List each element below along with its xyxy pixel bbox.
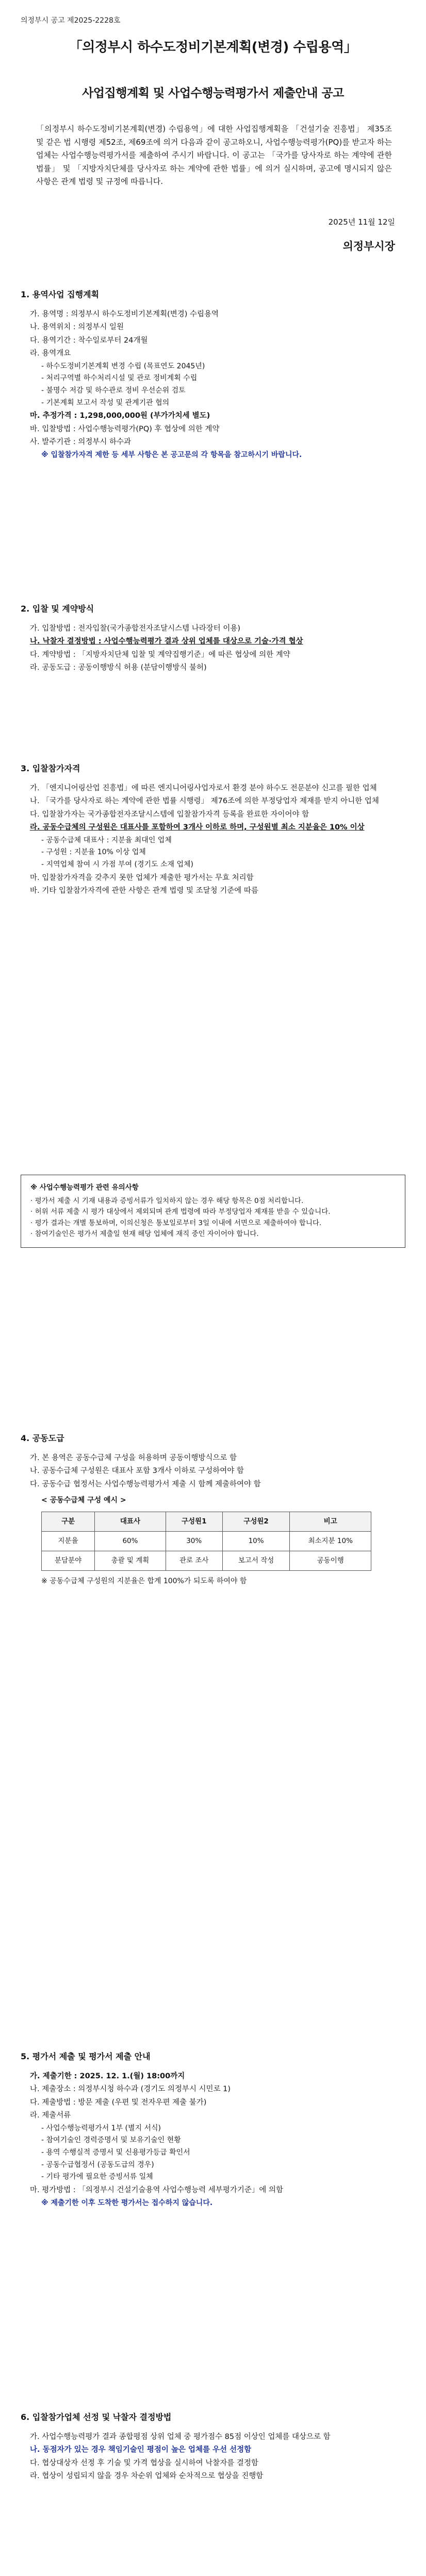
section-note: ※ 제출기한 이후 도착한 평가서는 접수하지 않습니다. bbox=[41, 2198, 213, 2207]
table-cell: 공동이행 bbox=[290, 1551, 371, 1570]
list-item: 가. 용역명 : 의정부시 하수도정비기본계획(변경) 수립용역 bbox=[30, 310, 219, 318]
list-item: 가. 「엔지니어링산업 진흥법」에 따른 엔지니어링사업자로서 환경 분야 하수도 전문분야 신고를 필한 업체 bbox=[30, 784, 377, 792]
table-cell: 관로 조사 bbox=[166, 1551, 222, 1570]
sub-item: - 하수도정비기본계획 변경 수립 (목표연도 2045년) bbox=[41, 362, 205, 370]
section-submission bbox=[21, 2050, 405, 2210]
table-header-cell: 대표사 bbox=[95, 1512, 166, 1531]
table-cell: 최소지분 10% bbox=[290, 1531, 371, 1551]
notice-box-title: ※ 사업수행능력평가 관련 유의사항 bbox=[30, 1183, 139, 1192]
sub-item: - 공동수급협정서 (공동도급의 경우) bbox=[41, 2160, 154, 2169]
list-item: 다. 입찰참가자는 국가종합전자조달시스템에 입찰참가자격 등록을 완료한 자이어야 함 bbox=[30, 810, 309, 819]
list-item: 라. 공동수급체의 구성원은 대표사를 포함하여 3개사 이하로 하며, 구성원별 최소 지분율은 10% 이상 bbox=[30, 823, 365, 832]
section-heading: 3. 입찰참가자격 bbox=[21, 764, 80, 773]
list-item: 마. 입찰참가자격을 갖추지 못한 업체가 제출한 평가서는 무효 처리함 bbox=[30, 873, 254, 882]
section-heading: 6. 입찰참가업체 선정 및 낙찰자 결정방법 bbox=[21, 2412, 172, 2422]
section-heading: 2. 입찰 및 계약방식 bbox=[21, 604, 94, 614]
notice-box-line: · 평가 결과는 개별 통보하며, 이의신청은 통보일로부터 3일 이내에 서면으로 제출하여야 합니다. bbox=[30, 1218, 322, 1227]
section-project-plan bbox=[21, 289, 405, 462]
list-item: 다. 계약방법 : 「지방자치단체 입찰 및 계약집행기준」에 따른 협상에 의한 계약 bbox=[30, 650, 290, 659]
section-note: ※ 입찰참가자격 제한 등 세부 사항은 본 공고문의 각 항목을 참고하시기 바랍니다. bbox=[41, 450, 302, 459]
sub-item: - 구성원 : 지분율 10% 이상 업체 bbox=[41, 848, 146, 857]
sub-title: 사업집행계획 및 사업수행능력평가서 제출안내 공고 bbox=[82, 87, 344, 100]
list-item: 가. 제출기한 : 2025. 12. 1.(월) 18:00까지 bbox=[30, 2072, 185, 2080]
notice-box bbox=[21, 1175, 405, 1248]
sub-item: - 사업수행능력평가서 1부 (별지 서식) bbox=[41, 2124, 161, 2132]
section-selection bbox=[21, 2411, 405, 2484]
list-item: 나. 공동수급체 구성원은 대표사 포함 3개사 이하로 구성하여야 함 bbox=[30, 1467, 244, 1476]
notice-box-line: · 평가서 제출 시 기재 내용과 증빙서류가 일치하지 않는 경우 해당 항목은 0점 처리합니다. bbox=[30, 1196, 304, 1205]
list-item: 라. 공동도급 : 공동이행방식 허용 (분담이행방식 불허) bbox=[30, 664, 207, 672]
section-heading: 4. 공동도급 bbox=[21, 1433, 64, 1443]
sub-item: - 기타 평가에 필요한 증빙서류 일체 bbox=[41, 2173, 153, 2181]
joint-contract-table bbox=[41, 1512, 371, 1571]
list-item: 나. 제출장소 : 의정부시청 하수과 (경기도 의정부시 시민로 1) bbox=[30, 2085, 231, 2094]
table-cell: 총괄 및 계획 bbox=[95, 1551, 166, 1570]
table-cell: 보고서 작성 bbox=[222, 1551, 290, 1570]
table-header-cell: 비고 bbox=[290, 1512, 371, 1531]
list-item: 다. 공동수급 협정서는 사업수행능력평가서 제출 시 함께 제출하여야 함 bbox=[30, 1480, 261, 1488]
list-item: 나. 용역위치 : 의정부시 일원 bbox=[30, 323, 124, 332]
sub-item: - 처리구역별 하수처리시설 및 관로 정비계획 수립 bbox=[41, 374, 198, 383]
section-heading: 1. 용역사업 집행계획 bbox=[21, 290, 99, 299]
main-title: 「의정부시 하수도정비기본계획(변경) 수립용역」 bbox=[69, 40, 357, 55]
table-header-row bbox=[42, 1512, 371, 1531]
title-block bbox=[21, 37, 405, 103]
notice-box-line: · 참여기술인은 평가서 제출일 현재 해당 업체에 재직 중인 자이어야 합니다. bbox=[30, 1230, 259, 1239]
table-cell: 30% bbox=[166, 1531, 222, 1551]
list-item: 마. 평가방법 : 「의정부시 건설기술용역 사업수행능력 세부평가기준」에 의함 bbox=[30, 2186, 283, 2195]
sub-item: - 지역업체 참여 시 가점 부여 (경기도 소재 업체) bbox=[41, 860, 194, 869]
table-row bbox=[42, 1551, 371, 1570]
list-item: 나. 낙찰자 결정방법 : 사업수행능력평가 결과 상위 업체를 대상으로 기술·가격 협상 bbox=[30, 637, 303, 646]
issuing-organization: 의정부시장 bbox=[342, 240, 395, 252]
section-note: ※ 공동수급체 구성원의 지분율은 합계 100%가 되도록 하여야 함 bbox=[41, 1577, 247, 1585]
sub-item: - 용역 수행실적 증명서 및 신용평가등급 확인서 bbox=[41, 2148, 190, 2157]
list-item: 사. 발주기관 : 의정부시 하수과 bbox=[30, 438, 132, 447]
list-item: 나. 「국가를 당사자로 하는 계약에 관한 법률 시행령」 제76조에 의한 부정당업자 제재를 받지 아니한 업체 bbox=[30, 797, 379, 806]
sub-item: - 참여기술인 경력증명서 및 보유기술인 현황 bbox=[41, 2136, 181, 2145]
list-item: 다. 제출방법 : 방문 제출 (우편 및 전자우편 제출 불가) bbox=[30, 2098, 207, 2107]
list-item: 라. 용역개요 bbox=[30, 349, 71, 358]
list-item: 라. 협상이 성립되지 않을 경우 차순위 업체와 순차적으로 협상을 진행함 bbox=[30, 2472, 264, 2481]
list-item: 가. 입찰방법 : 전자입찰(국가종합전자조달시스템 나라장터 이용) bbox=[30, 624, 241, 633]
list-item: 마. 추정가격 : 1,298,000,000원 (부가가치세 별도) bbox=[30, 412, 210, 420]
intro-paragraph: 「의정부시 하수도정비기본계획(변경) 수립용역」에 대한 사업집행계획을 「건설기술 진흥법」 제35조 및 같은 법 시행령 제52조, 제69조에 의거 다음과 같이 공고하오니, 사업수행능력평가(PQ)를 받고자 하는 업체는 사업수행능력평가서를 제출하여 주시기 바랍니다. 이 공고는 「국가를 당사자로 하는 계약에 관한 법률」 및 「지방자치단체를 당사자로 하는 계약에 관한 법률」에 의거 실시하며, 공고에 명시되지 않은 사항은 관계 법령 및 규정에 따릅니다. bbox=[36, 124, 392, 186]
section-eligibility bbox=[21, 762, 405, 899]
section-joint-contract bbox=[21, 1432, 405, 1588]
table-row bbox=[42, 1531, 371, 1551]
table-caption: < 공동수급체 구성 예시 > bbox=[41, 1496, 126, 1505]
sub-item: - 공동수급체 대표사 : 지분율 최대인 업체 bbox=[41, 836, 172, 844]
table-cell: 60% bbox=[95, 1531, 166, 1551]
table-header-cell: 구성원1 bbox=[166, 1512, 222, 1531]
notice-date: 2025년 11월 12일 bbox=[328, 217, 395, 227]
notice-number: 의정부시 공고 제2025-2228호 bbox=[21, 16, 121, 25]
list-item: 라. 제출서류 bbox=[30, 2111, 71, 2120]
list-item: 다. 용역기간 : 착수일로부터 24개월 bbox=[30, 336, 148, 345]
section-heading: 5. 평가서 제출 및 평가서 제출 안내 bbox=[21, 2052, 151, 2061]
table-cell: 지분율 bbox=[42, 1531, 95, 1551]
notice-box-line: · 허위 서류 제출 시 평가 대상에서 제외되며 관계 법령에 따라 부정당업자 제재를 받을 수 있습니다. bbox=[30, 1208, 331, 1216]
list-item: 가. 본 용역은 공동수급체 구성을 허용하며 공동이행방식으로 함 bbox=[30, 1453, 237, 1462]
table-cell: 분담분야 bbox=[42, 1551, 95, 1570]
sub-item: - 기본계획 보고서 작성 및 관계기관 협의 bbox=[41, 398, 170, 407]
notice-box-section bbox=[21, 1175, 405, 1248]
table-header-cell: 구성원2 bbox=[222, 1512, 290, 1531]
list-item: 가. 사업수행능력평가 결과 종합평점 상위 업체 중 평가점수 85점 이상인 업체를 대상으로 함 bbox=[30, 2432, 331, 2441]
list-item: 바. 입찰방법 : 사업수행능력평가(PQ) 후 협상에 의한 계약 bbox=[30, 425, 220, 433]
list-item: 바. 기타 입찰참가자격에 관한 사항은 관계 법령 및 조달청 기준에 따름 bbox=[30, 887, 258, 895]
list-item: 나. 동점자가 있는 경우 책임기술인 평점이 높은 업체를 우선 선정함 bbox=[30, 2446, 252, 2454]
list-item: 다. 협상대상자 선정 후 기술 및 가격 협상을 실시하여 낙찰자를 결정함 bbox=[30, 2459, 258, 2467]
table-cell: 10% bbox=[222, 1531, 290, 1551]
section-bid-method bbox=[21, 603, 405, 675]
table-header-cell: 구분 bbox=[42, 1512, 95, 1531]
sub-item: - 불명수 저감 및 하수관로 정비 우선순위 검토 bbox=[41, 386, 186, 395]
